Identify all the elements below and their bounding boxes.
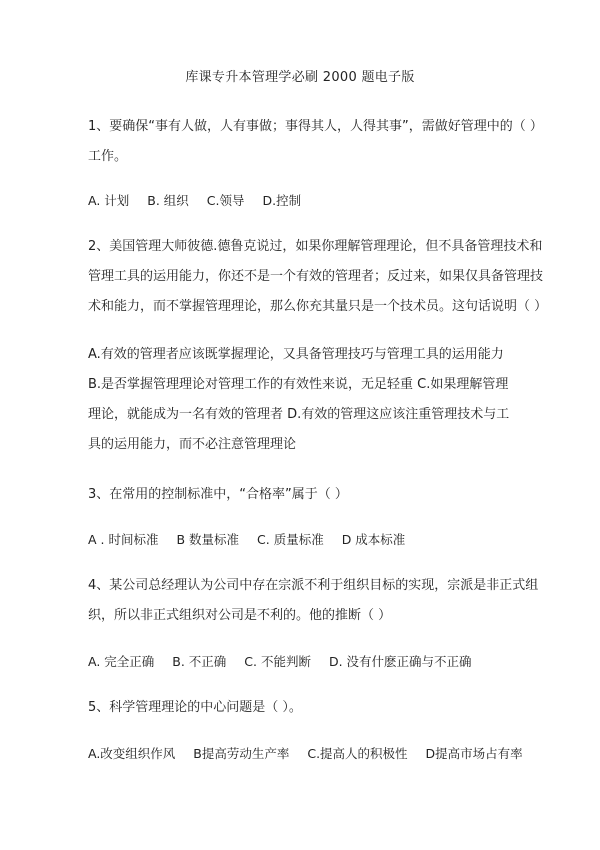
question-5-option-a: A.改变组织作风 (88, 746, 176, 761)
question-2-line-1: 2、美国管理大师彼德.德鲁克说过，如果你理解管理理论，但不具备管理技术和 (88, 239, 543, 254)
question-3-options (88, 531, 528, 549)
question-3-option-a: A . 时间标准 (88, 532, 159, 547)
question-5-option-d: D提高市场占有率 (425, 746, 523, 761)
question-4-line-1: 4、某公司总经理认为公司中存在宗派不利于组织目标的实现，宗派是非正式组 (88, 578, 539, 593)
question-5-option-b: B提高劳动生产率 (193, 746, 290, 761)
question-1-option-a: A. 计划 (88, 193, 130, 208)
question-1-option-b: B. 组织 (147, 193, 189, 208)
question-2-line-3: 术和能力，而不掌握管理理论，那么你充其量只是一个技术员。这句话说明（ ） (88, 299, 548, 314)
question-3-line-1: 3、在常用的控制标准中，“合格率”属于（ ） (88, 487, 348, 502)
question-5-options (88, 745, 528, 763)
question-1-options (88, 192, 528, 210)
question-4-options (88, 653, 528, 671)
question-5-line-1: 5、科学管理理论的中心问题是（ ）。 (88, 700, 302, 715)
question-4-option-b: B. 不正确 (172, 654, 227, 669)
question-4-option-a: A. 完全正确 (88, 654, 155, 669)
question-3-option-c: C. 质量标准 (257, 532, 324, 547)
question-1-option-c: C.领导 (206, 193, 245, 208)
question-4-option-d: D. 没有什麽正确与不正确 (328, 654, 472, 669)
document-title: 库课专升本管理学必刷 2000 题电子版 (185, 70, 415, 85)
question-3-option-b: B 数量标准 (176, 532, 240, 547)
question-4-line-2: 织，所以非正式组织对公司是不利的。他的推断（ ） (88, 608, 392, 623)
question-1-option-d: D.控制 (262, 193, 302, 208)
question-2-answer-options: A.有效的管理者应该既掌握理论，又具备管理技巧与管理工具的运用能力 B.是否掌握管理理论对管理工作的有效性来说，无足轻重 C.如果理解管理理论，就能成为一名有效的管理者 D.有效的管理这应该注重管理技术与工具的运用能力，而不必注意管理理论 (88, 347, 510, 452)
question-1-line-1: 1、要确保“事有人做，人有事做；事得其人，人得其事”，需做好管理中的（ ） (88, 119, 543, 134)
question-5-option-c: C.提高人的积极性 (307, 746, 408, 761)
question-1-line-2: 工作。 (88, 149, 128, 164)
question-4-option-c: C. 不能判断 (244, 654, 311, 669)
question-3-option-d: D 成本标准 (341, 532, 406, 547)
question-2-line-2: 管理工具的运用能力，你还不是一个有效的管理者；反过来，如果仅具备管理技 (88, 269, 544, 284)
